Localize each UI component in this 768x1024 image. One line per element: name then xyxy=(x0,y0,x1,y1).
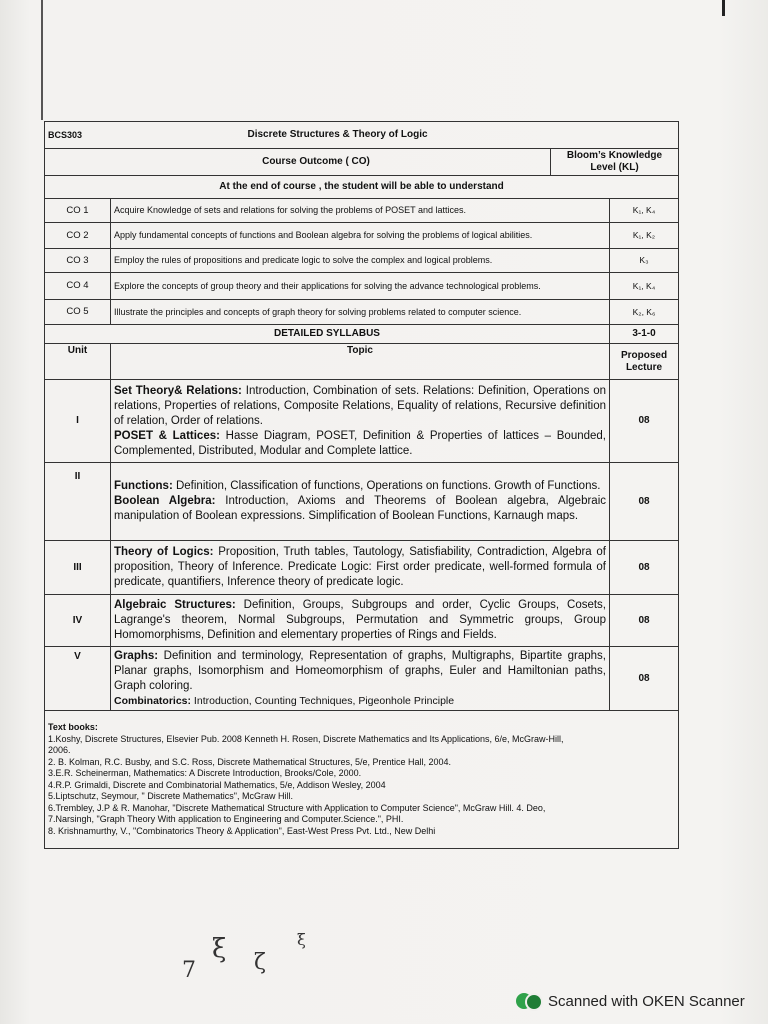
textbook-item: 2006. xyxy=(48,745,71,755)
unit-row xyxy=(45,595,679,647)
topic-text: Introduction, Combination of sets. Relations: Definition, Operations on relations, Properties of relations, Composite Relations, Equality of relations, Recursive definition of relation, Order of relations. xyxy=(114,384,606,427)
co-kl: K₁, K₄ xyxy=(610,273,679,300)
unit-row xyxy=(45,541,679,595)
topic-text: Proposition, Truth tables, Tautology, Satisfiability, Contradiction, Algebra of proposition, Theory of Inference. Predicate Logic: First order predicate, well-formed formula of predicate, quantifiers, Inference theory of predicate logic. xyxy=(114,546,606,588)
co-description: Acquire Knowledge of sets and relations for solving the problems of POSET and lattices. xyxy=(111,199,610,223)
co-row xyxy=(45,223,679,249)
unit-lectures: 08 xyxy=(610,595,679,647)
outcome-intro-row xyxy=(45,176,679,199)
unit-lectures: 08 xyxy=(610,380,679,463)
topic-column-header: Topic xyxy=(111,344,610,380)
textbook-item: 6.Trembley, J.P & R. Manohar, "Discrete Mathematical Structure with Application to Computer Science", McGraw Hill. 4. Deo, xyxy=(48,802,546,813)
textbook-item: 7.Narsingh, "Graph Theory With application to Engineering and Computer.Science.", PHI. xyxy=(48,814,404,824)
co-description: Explore the concepts of group theory and their applications for solving the advance technological problems. xyxy=(111,273,610,300)
textbook-item: 2. B. Kolman, R.C. Busby, and S.C. Ross, Discrete Mathematical Structures, 5/e, Prentice Hall, 2004. xyxy=(48,756,452,767)
textbooks-section xyxy=(45,711,679,849)
lecture-header-line2: Lecture xyxy=(625,361,663,373)
topic-heading: Algebraic Structures: xyxy=(114,599,236,611)
co-kl: K₁, K₄ xyxy=(610,199,679,223)
unit-topic xyxy=(111,595,610,647)
topic-heading: Functions: xyxy=(114,480,173,492)
topic-text: Introduction, Axioms and Theorems of Boolean algebra, Algebraic manipulation of Boolean expressions. Simplification of Boolean Functions, Karnaugh maps. xyxy=(114,495,606,522)
topic-heading: Boolean Algebra: xyxy=(114,495,216,507)
topic-text: Definition, Classification of functions, Operations on functions. Growth of Functions. xyxy=(172,480,601,492)
co-description: Apply fundamental concepts of functions and Boolean algebra for solving the problems of logical abilities. xyxy=(111,223,610,249)
unit-topic xyxy=(111,647,610,711)
co-label: CO 2 xyxy=(45,223,111,249)
handwritten-mark: ξ xyxy=(212,934,227,964)
lecture-column-header xyxy=(610,344,679,380)
topic-heading: Set Theory& Relations: xyxy=(114,384,242,397)
unit-lectures: 08 xyxy=(610,541,679,595)
topic-text: Definition and terminology, Representation of graphs, Multigraphs, Bipartite graphs, Planar graphs, Isomorphism and Homeomorphism of graphs, Euler and Hamiltonian paths, Graph coloring. xyxy=(114,649,606,692)
co-description: Employ the rules of propositions and predicate logic to solve the complex and logical problems. xyxy=(111,249,610,273)
textbooks-heading: Text books: xyxy=(48,722,98,732)
co-kl: K₁, K₂ xyxy=(610,223,679,249)
textbook-item: 4.R.P. Grimaldi, Discrete and Combinatorial Mathematics, 5/e, Addison Wesley, 2004 xyxy=(48,779,386,790)
co-row xyxy=(45,199,679,223)
course-code: BCS303 xyxy=(45,122,111,149)
course-title: Discrete Structures & Theory of Logic xyxy=(111,122,679,149)
unit-row xyxy=(45,463,679,541)
unit-number: II xyxy=(45,463,111,541)
co-label: CO 5 xyxy=(45,300,111,325)
co-label: CO 3 xyxy=(45,249,111,273)
unit-number: III xyxy=(45,541,111,595)
unit-lectures: 08 xyxy=(610,647,679,711)
textbook-item: 1.Koshy, Discrete Structures, Elsevier Pub. 2008 Kenneth H. Rosen, Discrete Mathematics and Its Applications, 6/e, McGraw-Hill, xyxy=(48,733,564,744)
topic-text: Introduction, Counting Techniques, Pigeonhole Principle xyxy=(191,694,455,707)
topic-heading: Theory of Logics: xyxy=(114,546,214,558)
lecture-header-line1: Proposed xyxy=(620,349,668,361)
topic-text: Hasse Diagram, POSET, Definition & Properties of lattices – Bounded, Complemented, Distributed, Modular and Complete lattice. xyxy=(114,429,606,457)
textbooks-row xyxy=(45,711,679,849)
syllabus-table xyxy=(44,121,679,849)
scan-mark xyxy=(722,0,725,16)
unit-lectures: 08 xyxy=(610,463,679,541)
unit-topic xyxy=(111,380,610,463)
co-column-header: Course Outcome ( CO) xyxy=(45,149,551,176)
co-label: CO 1 xyxy=(45,199,111,223)
co-kl: K₃ xyxy=(610,249,679,273)
handwritten-mark: ξ xyxy=(297,930,306,949)
outcome-header-row xyxy=(45,149,679,176)
unit-topic xyxy=(111,541,610,595)
header-row xyxy=(45,122,679,149)
outcome-intro: At the end of course , the student will be able to understand xyxy=(45,176,679,199)
ltp-value: 3-1-0 xyxy=(610,325,679,344)
co-description: Illustrate the principles and concepts of graph theory for solving problems related to computer science. xyxy=(111,300,610,325)
unit-row xyxy=(45,647,679,711)
handwritten-mark: 7 xyxy=(182,958,196,983)
co-label: CO 4 xyxy=(45,273,111,300)
topic-text: Definition, Groups, Subgroups and order, Cyclic Groups, Cosets, Lagrange's theorem, Normal Subgroups, Permutation and Symmetric groups, Group Homomorphisms, Definition and elementary properties of Rings and Fields. xyxy=(114,599,607,641)
handwritten-mark: ζ xyxy=(254,950,266,975)
textbook-item: 3.E.R. Scheinerman, Mathematics: A Discrete Introduction, Brooks/Cole, 2000. xyxy=(48,768,362,778)
unit-topic xyxy=(111,463,610,541)
co-row xyxy=(45,273,679,300)
topic-heading: Graphs: xyxy=(114,649,159,662)
unit-number: I xyxy=(45,380,111,463)
topic-heading: POSET & Lattices: xyxy=(114,429,220,442)
syllabus-title: DETAILED SYLLABUS xyxy=(45,325,610,344)
co-kl: K₂, K₆ xyxy=(610,300,679,325)
co-row xyxy=(45,249,679,273)
oken-logo-icon xyxy=(516,990,540,1012)
topic-heading: Combinatorics: xyxy=(114,694,192,707)
syllabus-title-row xyxy=(45,325,679,344)
textbook-item: 5.Liptschutz, Seymour, " Discrete Mathematics", McGraw Hill. xyxy=(48,791,293,801)
margin-line xyxy=(41,0,43,120)
syllabus-header-row xyxy=(45,344,679,380)
unit-row xyxy=(45,380,679,463)
unit-number: IV xyxy=(45,595,111,647)
scanner-watermark xyxy=(516,990,745,1012)
unit-number: V xyxy=(45,647,111,711)
textbook-item: 8. Krishnamurthy, V., "Combinatorics Theory & Application", East-West Press Pvt. Ltd., New Delhi xyxy=(48,825,436,836)
unit-column-header: Unit xyxy=(45,344,111,380)
scanner-text: Scanned with OKEN Scanner xyxy=(548,992,745,1010)
kl-column-header: Bloom’s Knowledge Level (KL) xyxy=(551,149,679,176)
co-row xyxy=(45,300,679,325)
